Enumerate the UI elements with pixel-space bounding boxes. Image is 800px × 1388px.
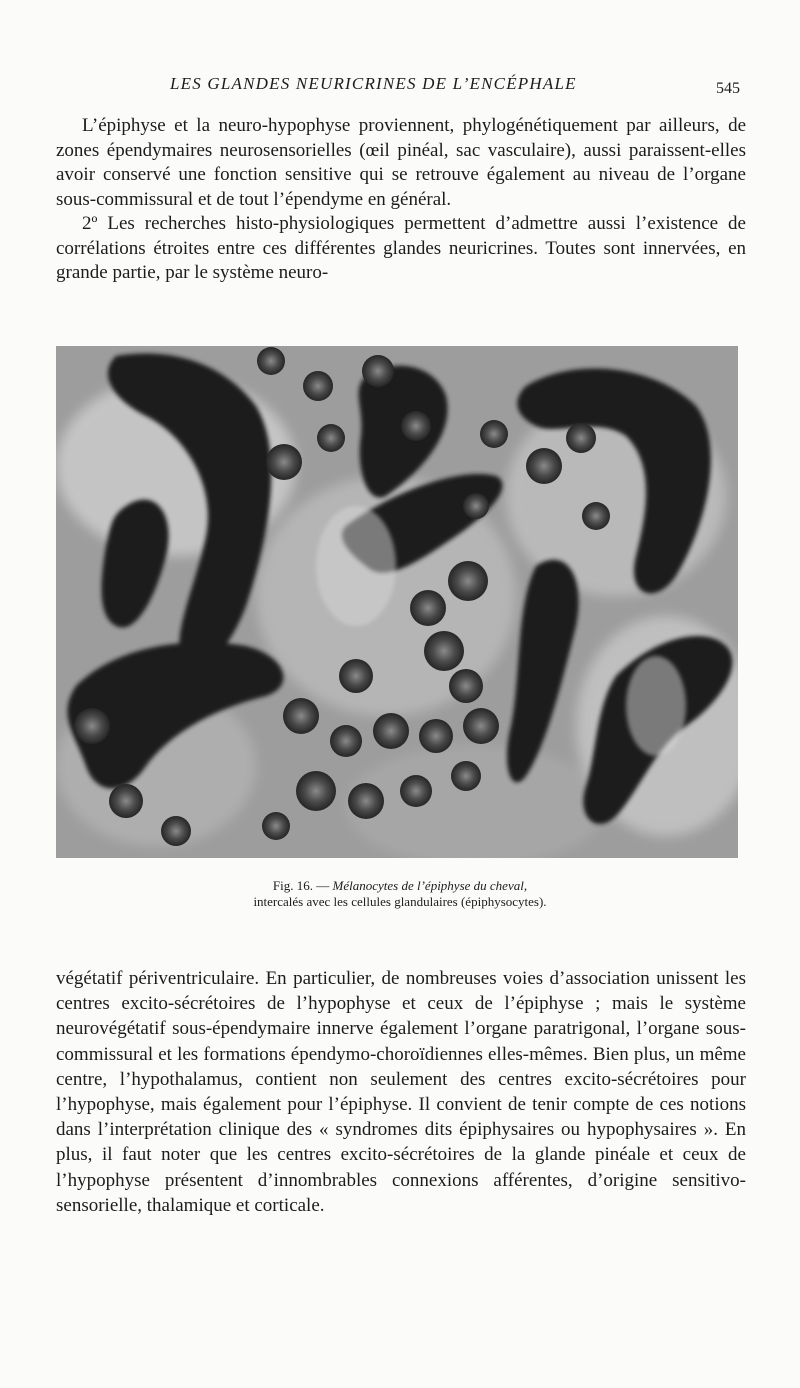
running-title: LES GLANDES NEURICRINES DE L’ENCÉPHALE <box>170 74 577 93</box>
paragraph: L’épiphyse et la neuro-hypophyse proviennent, phylogénétiquement par ailleurs, de zones épendymaires neurosensorielles (œil pinéal, sac vasculaire), aussi paraissent-elles avoir conservé une fonction sensitive qui se retrouve également au niveau de l’organe sous-commissural et de tout l’épendyme en général. <box>56 115 746 210</box>
figure-title: Mélanocytes de l’épiphyse du cheval, <box>332 878 528 893</box>
page-header <box>0 74 800 104</box>
body-text-top <box>56 114 746 286</box>
micrograph-image <box>56 346 738 858</box>
caption-line-1 <box>140 878 660 894</box>
caption-line-2: intercalés avec les cellules glandulaires (épiphysocytes). <box>253 894 547 909</box>
body-text-bottom <box>56 966 746 1218</box>
figure-caption <box>140 878 660 910</box>
paragraph: végétatif périventriculaire. En particulier, de nombreuses voies d’association unissent les centres excito-sécrétoires de l’hypophyse et ceux de l’épiphyse ; mais le système neurovégétatif sous-épendymaire innerve également l’organe paratrigonal, l’organe sous-commissural et les formations épendymo-choroïdiennes elles-mêmes. Bien plus, un même centre, l’hypothalamus, contient non seulement des centres excito-sécrétoires pour l’hypophyse, mais également pour l’épiphyse. Il convient de tenir compte de ces notions dans l’interprétation clinique des « syndromes dits épiphysaires ou hypophysaires ». En plus, il faut noter que les centres excito-sécrétoires de la glande pinéale et ceux de l’hypophyse présentent d’innombrables connexions afférentes, d’origine sensitivo-sensorielle, thalamique et corticale. <box>56 968 746 1216</box>
paragraph: 2º Les recherches histo-physiologiques permettent d’admettre aussi l’existence de corrélations étroites entre ces différentes glandes neuricrines. Toutes sont innervées, en grande partie, par le système neuro- <box>56 213 746 283</box>
page-number: 545 <box>716 80 740 97</box>
figure-micrograph <box>56 346 738 858</box>
figure-label: Fig. 16. — <box>272 878 330 893</box>
